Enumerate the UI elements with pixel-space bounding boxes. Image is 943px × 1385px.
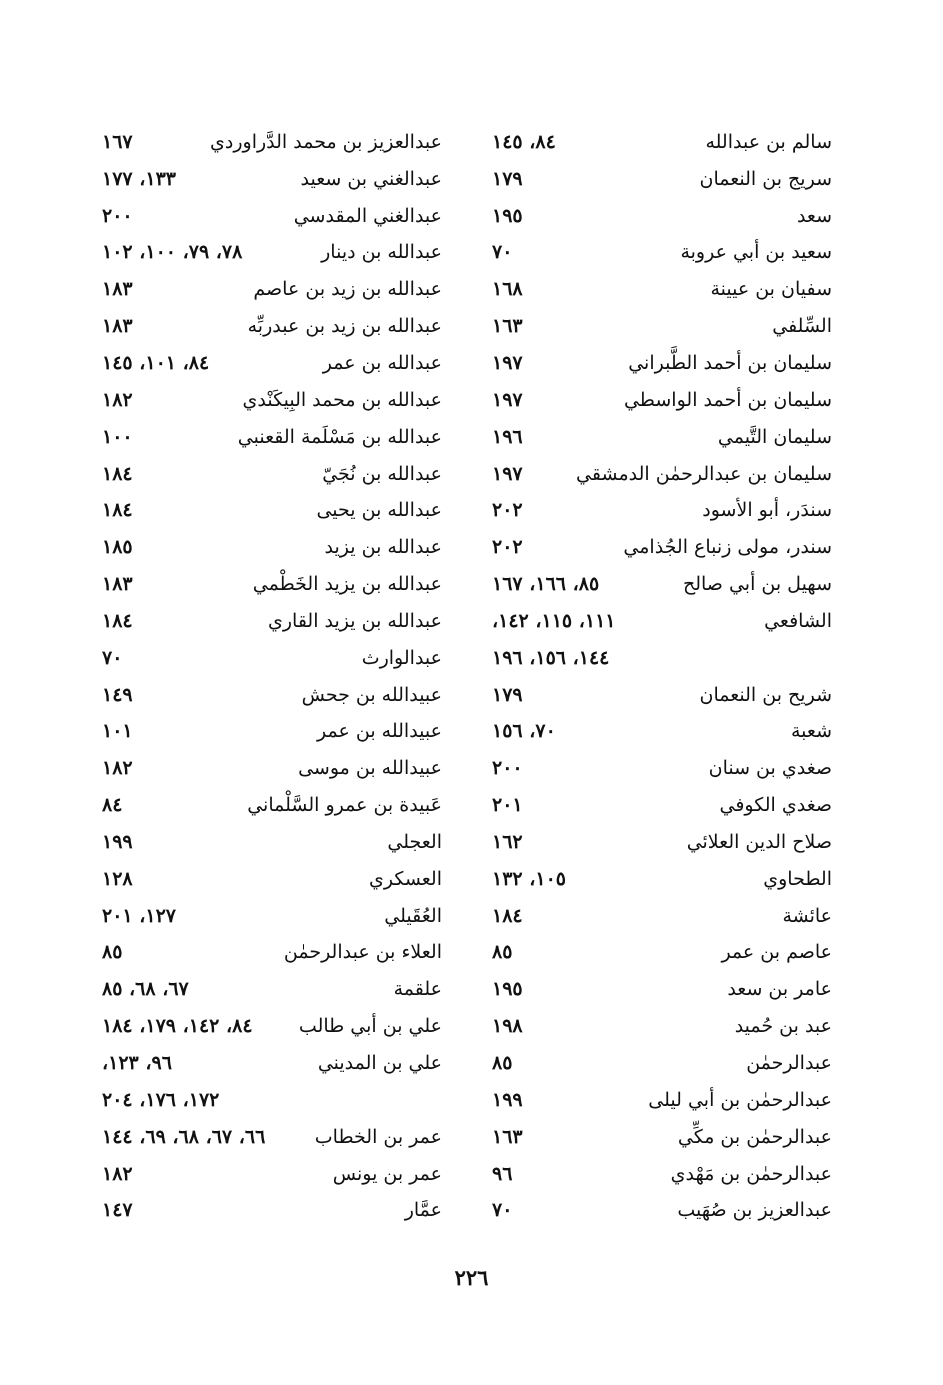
entry-name: عبدالله بن محمد البِيكَنْدي bbox=[242, 388, 442, 411]
entry-name: شريح بن النعمان bbox=[699, 683, 832, 706]
entry-name: عَبيدة بن عمرو السَّلْماني bbox=[247, 794, 442, 817]
entry-pages: ١٦٣ bbox=[492, 315, 523, 338]
entry-name: عبدالرحمٰن بن مَهْدي bbox=[670, 1162, 832, 1185]
entry-pages: ١٩٧ bbox=[492, 388, 523, 411]
entry-name: عبدالعزيز بن صُهَيب bbox=[677, 1199, 832, 1222]
entry-pages: ١٨٢ bbox=[102, 388, 133, 411]
index-entry bbox=[492, 861, 832, 898]
entry-pages: ١٦٨ bbox=[492, 278, 523, 301]
entry-pages: ١٦٧ bbox=[102, 130, 133, 153]
entry-pages: ٩٦ bbox=[492, 1162, 513, 1185]
entry-pages: ٨٥، ١٦٦، ١٦٧ bbox=[492, 573, 600, 596]
entry-pages: ٨٥ bbox=[492, 941, 513, 964]
entry-name: عبدالله بن يزيد bbox=[324, 536, 442, 559]
entry-name: عبيدالله بن موسى bbox=[298, 757, 442, 780]
entry-pages: ١٩٧ bbox=[492, 462, 523, 485]
index-entry bbox=[102, 161, 442, 198]
entry-name: عبدالله بن زيد بن عاصم bbox=[253, 278, 442, 301]
entry-pages: ٨٥ bbox=[492, 1052, 513, 1075]
entry-pages: ١٨٤ bbox=[492, 904, 523, 927]
index-entry bbox=[102, 1008, 442, 1045]
entry-name: سريج بن النعمان bbox=[699, 167, 832, 190]
entry-pages: ١٩٨ bbox=[492, 1015, 523, 1038]
entry-pages: ١٤٧ bbox=[102, 1199, 133, 1222]
entry-name: سندَر، أبو الأسود bbox=[702, 499, 832, 522]
entry-name: سالم بن عبدالله bbox=[705, 130, 832, 153]
entry-pages: ١٣٣، ١٧٧ bbox=[102, 167, 176, 190]
index-entry bbox=[102, 935, 442, 972]
entry-pages: ٦٧، ٦٨، ٨٥ bbox=[102, 978, 189, 1001]
entry-pages: ١٨٤ bbox=[102, 462, 133, 485]
entry-name: عبدالله بن دينار bbox=[321, 241, 442, 264]
index-entry bbox=[492, 971, 832, 1008]
entry-name: الشافعي bbox=[764, 609, 832, 632]
index-entry bbox=[492, 492, 832, 529]
entry-pages: ١٢٧، ٢٠١ bbox=[102, 904, 176, 927]
entry-pages: ١٩٩ bbox=[492, 1088, 523, 1111]
index-entry bbox=[492, 198, 832, 235]
index-entry bbox=[102, 603, 442, 640]
entry-name: عاصم بن عمر bbox=[721, 941, 832, 964]
entry-name: عامر بن سعد bbox=[727, 978, 832, 1001]
entry-pages: ٦٦، ٦٧، ٦٨، ٦٩، ١٤٤ bbox=[102, 1125, 266, 1148]
entry-pages: ١٧٩ bbox=[492, 167, 523, 190]
entry-pages: ١٨٤ bbox=[102, 499, 133, 522]
entry-pages: ١٠٠ bbox=[102, 425, 133, 448]
entry-name: عبد بن حُميد bbox=[734, 1015, 832, 1038]
entry-name: عمَّار bbox=[404, 1199, 442, 1222]
entry-pages: ٧٠ bbox=[492, 241, 513, 264]
entry-pages: ١٠٥، ١٣٢ bbox=[492, 867, 566, 890]
entry-name: سندر، مولى زنباع الجُذامي bbox=[623, 536, 832, 559]
entry-name: شعبة bbox=[790, 720, 832, 743]
index-entry bbox=[102, 677, 442, 714]
entry-name: عبدالله بن يحيى bbox=[316, 499, 442, 522]
entry-name: عبدالله بن يزيد القاري bbox=[267, 609, 442, 632]
index-column-left bbox=[102, 124, 442, 1229]
index-entry bbox=[102, 492, 442, 529]
entry-name: علقمة bbox=[393, 978, 442, 1001]
entry-name: الطحاوي bbox=[763, 867, 832, 890]
index-entry bbox=[102, 824, 442, 861]
entry-pages: ١٢٨ bbox=[102, 867, 133, 890]
entry-pages: ٢٠٠ bbox=[102, 204, 133, 227]
entry-pages: ١٦٣ bbox=[492, 1125, 523, 1148]
index-entry bbox=[102, 750, 442, 787]
index-entry bbox=[102, 714, 442, 751]
entry-pages: ١٨٢ bbox=[102, 757, 133, 780]
index-entry bbox=[102, 382, 442, 419]
index-entry bbox=[492, 898, 832, 935]
entry-name: عبدالرحمٰن بن أبي ليلى bbox=[648, 1088, 832, 1111]
entry-name: صغدي الكوفي bbox=[719, 794, 832, 817]
index-entry bbox=[102, 1192, 442, 1229]
entry-name: صغدي بن سنان bbox=[708, 757, 832, 780]
entry-pages: ٨٤، ١٤٢، ١٧٩، ١٨٤ bbox=[102, 1015, 253, 1038]
entry-name: عبدالرحمٰن بن مكِّي bbox=[677, 1125, 832, 1148]
entry-pages: ٧٨، ٧٩، ١٠٠، ١٠٢ bbox=[102, 241, 243, 264]
index-entry bbox=[492, 1045, 832, 1082]
index-column-right bbox=[492, 124, 832, 1229]
entry-name: عبدالغني المقدسي bbox=[293, 204, 442, 227]
index-entry bbox=[492, 677, 832, 714]
index-entry bbox=[492, 1156, 832, 1193]
entry-pages: ٧٠ bbox=[492, 1199, 513, 1222]
index-entry bbox=[492, 787, 832, 824]
index-entry bbox=[492, 1119, 832, 1156]
entry-name: عبدالله بن زيد بن عبدربِّه bbox=[247, 315, 442, 338]
entry-pages: ٢٠١ bbox=[492, 794, 523, 817]
index-entry bbox=[492, 603, 832, 640]
entry-pages: ١١١، ١١٥، ١٤٢، bbox=[492, 609, 616, 632]
entry-name: السِّلفي bbox=[772, 315, 832, 338]
entry-pages: ١٦٢ bbox=[492, 830, 523, 853]
entry-name: سعد bbox=[796, 204, 832, 227]
entry-pages: ١٩٥ bbox=[492, 204, 523, 227]
entry-pages: ١٨٤ bbox=[102, 609, 133, 632]
index-entry bbox=[102, 308, 442, 345]
index-entry bbox=[102, 1045, 442, 1082]
entry-name: عبيدالله بن عمر bbox=[317, 720, 442, 743]
index-entry bbox=[102, 198, 442, 235]
index-entry bbox=[492, 235, 832, 272]
index-entry bbox=[102, 456, 442, 493]
entry-pages: ١٨٥ bbox=[102, 536, 133, 559]
index-entry bbox=[492, 750, 832, 787]
index-entry bbox=[492, 1082, 832, 1119]
entry-name: عبدالله بن يزيد الخَطْمي bbox=[252, 573, 442, 596]
index-entry bbox=[102, 861, 442, 898]
entry-pages: ١٧٩ bbox=[492, 683, 523, 706]
index-entry bbox=[492, 935, 832, 972]
index-entry bbox=[492, 382, 832, 419]
entry-name: عائشة bbox=[782, 904, 832, 927]
entry-name: سليمان بن أحمد الطَّبراني bbox=[628, 351, 832, 374]
index-entry bbox=[102, 235, 442, 272]
entry-pages: ٢٠٠ bbox=[492, 757, 523, 780]
entry-pages: ٧٠، ١٥٦ bbox=[492, 720, 556, 743]
index-entry bbox=[492, 308, 832, 345]
entry-pages: ١٠١ bbox=[102, 720, 133, 743]
entry-pages: ١٨٣ bbox=[102, 315, 133, 338]
entry-name: سليمان بن عبدالرحمٰن الدمشقي bbox=[576, 462, 832, 485]
index-entry bbox=[492, 456, 832, 493]
entry-name: عبدالله بن مَسْلَمة القعنبي bbox=[237, 425, 442, 448]
entry-name: سليمان التَّيمي bbox=[717, 425, 832, 448]
entry-pages: ٨٤ bbox=[102, 794, 123, 817]
entry-name: عبيدالله بن جحش bbox=[301, 683, 442, 706]
entry-name: عبدالله بن نُجَيّ bbox=[322, 462, 442, 485]
index-entry bbox=[102, 345, 442, 382]
index-entry bbox=[102, 271, 442, 308]
entry-pages: ٩٦، ١٢٣، bbox=[102, 1052, 172, 1075]
entry-name: سهيل بن أبي صالح bbox=[682, 573, 832, 596]
entry-name: عبدالعزيز بن محمد الدَّراوردي bbox=[210, 130, 442, 153]
entry-name: العسكري bbox=[368, 867, 442, 890]
index-entry bbox=[492, 161, 832, 198]
entry-pages: ١٩٦ bbox=[492, 425, 523, 448]
entry-name: سفيان بن عيينة bbox=[710, 278, 832, 301]
entry-pages: ١٩٩ bbox=[102, 830, 133, 853]
index-entry bbox=[102, 1082, 442, 1119]
entry-pages: ١٤٤، ١٥٦، ١٩٦ bbox=[492, 646, 610, 669]
entry-pages: ٨٥ bbox=[102, 941, 123, 964]
index-entry bbox=[492, 529, 832, 566]
index-entry bbox=[492, 124, 832, 161]
entry-name: علي بن أبي طالب bbox=[298, 1015, 442, 1038]
entry-pages: ٨٤، ١٤٥ bbox=[492, 130, 556, 153]
index-entry bbox=[102, 124, 442, 161]
entry-pages: ٨٤، ١٠١، ١٤٥ bbox=[102, 351, 210, 374]
index-entry bbox=[492, 714, 832, 751]
entry-name: عمر بن الخطاب bbox=[314, 1125, 442, 1148]
entry-name: عبدالوارث bbox=[361, 646, 442, 669]
index-entry bbox=[492, 640, 832, 677]
entry-pages: ١٩٥ bbox=[492, 978, 523, 1001]
entry-name: علي بن المديني bbox=[317, 1052, 442, 1075]
entry-pages: ١٨٢ bbox=[102, 1162, 133, 1185]
entry-name: العُقَيلي bbox=[384, 904, 442, 927]
index-entry bbox=[492, 419, 832, 456]
index-entry bbox=[102, 640, 442, 677]
entry-pages: ١٤٩ bbox=[102, 683, 133, 706]
index-entry bbox=[102, 787, 442, 824]
entry-pages: ٢٠٢ bbox=[492, 499, 523, 522]
entry-name: صلاح الدين العلائي bbox=[686, 830, 832, 853]
entry-name: العجلي bbox=[387, 830, 442, 853]
entry-pages: ١٩٧ bbox=[492, 351, 523, 374]
entry-pages: ١٨٣ bbox=[102, 278, 133, 301]
index-entry bbox=[492, 566, 832, 603]
index-entry bbox=[102, 419, 442, 456]
index-entry bbox=[102, 1119, 442, 1156]
entry-name: عبدالغني بن سعيد bbox=[300, 167, 442, 190]
index-entry bbox=[492, 345, 832, 382]
index-entry bbox=[492, 1008, 832, 1045]
entry-pages: ٧٠ bbox=[102, 646, 123, 669]
entry-name: عبدالرحمٰن bbox=[746, 1052, 832, 1075]
index-entry bbox=[102, 1156, 442, 1193]
entry-name: عمر بن يونس bbox=[332, 1162, 442, 1185]
entry-pages: ١٨٣ bbox=[102, 573, 133, 596]
entry-pages: ١٧٢، ١٧٦، ٢٠٤ bbox=[102, 1088, 220, 1111]
entry-pages: ٢٠٢ bbox=[492, 536, 523, 559]
entry-name: العلاء بن عبدالرحمٰن bbox=[283, 941, 442, 964]
entry-name: سليمان بن أحمد الواسطي bbox=[623, 388, 832, 411]
index-entry bbox=[102, 529, 442, 566]
index-entry bbox=[492, 271, 832, 308]
page-number: ٢٢٦ bbox=[454, 1265, 489, 1290]
entry-name: عبدالله بن عمر bbox=[322, 351, 442, 374]
index-entry bbox=[492, 824, 832, 861]
index-entry bbox=[492, 1192, 832, 1229]
entry-name: سعيد بن أبي عروبة bbox=[680, 241, 832, 264]
index-entry bbox=[102, 566, 442, 603]
index-entry bbox=[102, 971, 442, 1008]
index-entry bbox=[102, 898, 442, 935]
